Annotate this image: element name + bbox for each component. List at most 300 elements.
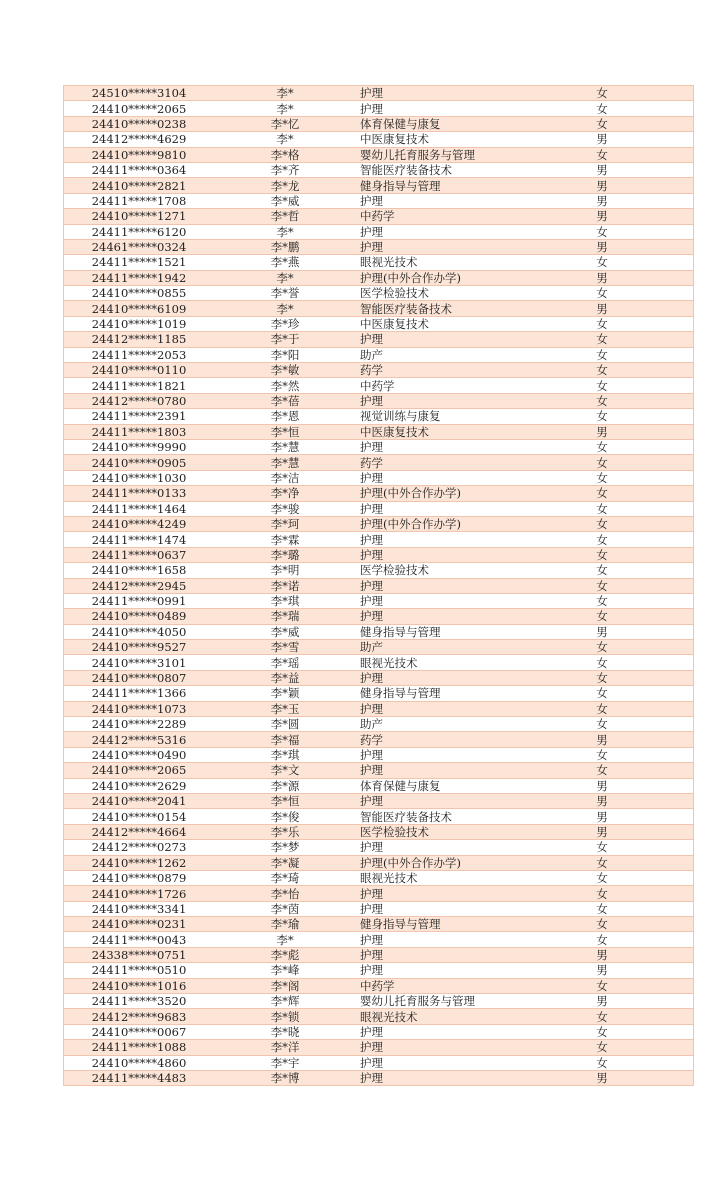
student-name-cell: 李*琦: [214, 870, 356, 885]
major-cell: 护理: [356, 224, 549, 239]
gender-cell: 女: [549, 286, 694, 301]
table-row: [64, 132, 694, 147]
major-cell: 护理: [356, 963, 549, 978]
major-cell: 中药学: [356, 209, 549, 224]
student-id-cell: 24410*****1016: [64, 978, 215, 993]
major-cell: 药学: [356, 455, 549, 470]
student-name-cell: 李*明: [214, 563, 356, 578]
table-row: [64, 917, 694, 932]
student-name-cell: 李*洋: [214, 1040, 356, 1055]
student-name-cell: 李*蓓: [214, 393, 356, 408]
student-name-cell: 李*梦: [214, 840, 356, 855]
gender-cell: 男: [549, 824, 694, 839]
major-cell: 护理: [356, 86, 549, 101]
major-cell: 护理: [356, 593, 549, 608]
table-row: [64, 886, 694, 901]
table-row: [64, 316, 694, 331]
student-name-cell: 李*锁: [214, 1009, 356, 1024]
student-name-cell: 李*: [214, 270, 356, 285]
gender-cell: 女: [549, 455, 694, 470]
gender-cell: 男: [549, 301, 694, 316]
student-name-cell: 李*凝: [214, 855, 356, 870]
table-row: [64, 686, 694, 701]
major-cell: 健身指导与管理: [356, 686, 549, 701]
student-name-cell: 李*雪: [214, 640, 356, 655]
student-name-cell: 李*: [214, 132, 356, 147]
gender-cell: 女: [549, 1009, 694, 1024]
major-cell: 护理: [356, 763, 549, 778]
gender-cell: 女: [549, 655, 694, 670]
student-name-cell: 李*琪: [214, 593, 356, 608]
gender-cell: 女: [549, 640, 694, 655]
major-cell: 护理: [356, 101, 549, 116]
student-name-cell: 李*晓: [214, 1024, 356, 1039]
student-name-cell: 李*瑶: [214, 655, 356, 670]
major-cell: 助产: [356, 717, 549, 732]
student-id-cell: 24410*****0489: [64, 609, 215, 624]
gender-cell: 女: [549, 363, 694, 378]
student-name-cell: 李*威: [214, 624, 356, 639]
student-id-cell: 24411*****0991: [64, 593, 215, 608]
gender-cell: 女: [549, 563, 694, 578]
student-id-cell: 24410*****2821: [64, 178, 215, 193]
gender-cell: 女: [549, 516, 694, 531]
table-row: [64, 486, 694, 501]
major-cell: 护理: [356, 1024, 549, 1039]
major-cell: 护理: [356, 901, 549, 916]
student-name-cell: 李*威: [214, 193, 356, 208]
student-id-cell: 24412*****5316: [64, 732, 215, 747]
student-id-cell: 24411*****1464: [64, 501, 215, 516]
table-row: [64, 578, 694, 593]
gender-cell: 女: [549, 547, 694, 562]
major-cell: 护理: [356, 1040, 549, 1055]
major-cell: 护理: [356, 193, 549, 208]
gender-cell: 女: [549, 609, 694, 624]
major-cell: 中医康复技术: [356, 424, 549, 439]
gender-cell: 女: [549, 855, 694, 870]
major-cell: 护理: [356, 793, 549, 808]
table-row: [64, 547, 694, 562]
student-name-cell: 李*: [214, 224, 356, 239]
student-id-cell: 24410*****1030: [64, 470, 215, 485]
table-row: [64, 439, 694, 454]
gender-cell: 男: [549, 809, 694, 824]
student-id-cell: 24410*****2065: [64, 763, 215, 778]
student-id-cell: 24410*****0231: [64, 917, 215, 932]
student-name-cell: 李*阁: [214, 978, 356, 993]
major-cell: 护理: [356, 239, 549, 254]
gender-cell: 男: [549, 994, 694, 1009]
student-name-cell: 李*峰: [214, 963, 356, 978]
table-row: [64, 778, 694, 793]
table-row: [64, 1071, 694, 1086]
student-id-cell: 24410*****1019: [64, 316, 215, 331]
table-row: [64, 901, 694, 916]
gender-cell: 女: [549, 593, 694, 608]
student-name-cell: 李*博: [214, 1071, 356, 1086]
major-cell: 护理: [356, 470, 549, 485]
major-cell: 健身指导与管理: [356, 917, 549, 932]
table-row: [64, 763, 694, 778]
student-name-cell: 李*颖: [214, 686, 356, 701]
student-id-cell: 24410*****9990: [64, 439, 215, 454]
table-row: [64, 732, 694, 747]
student-id-cell: 24510*****3104: [64, 86, 215, 101]
table-row: [64, 162, 694, 177]
table-row: [64, 1055, 694, 1070]
student-name-cell: 李*: [214, 86, 356, 101]
student-id-cell: 24410*****0905: [64, 455, 215, 470]
major-cell: 体育保健与康复: [356, 116, 549, 131]
major-cell: 婴幼儿托育服务与管理: [356, 147, 549, 162]
student-id-cell: 24410*****3341: [64, 901, 215, 916]
major-cell: 健身指导与管理: [356, 624, 549, 639]
major-cell: 护理: [356, 578, 549, 593]
student-id-cell: 24338*****0751: [64, 947, 215, 962]
student-id-cell: 24412*****4664: [64, 824, 215, 839]
gender-cell: 男: [549, 132, 694, 147]
gender-cell: 女: [549, 932, 694, 947]
major-cell: 护理: [356, 609, 549, 624]
gender-cell: 男: [549, 1071, 694, 1086]
major-cell: 护理: [356, 747, 549, 762]
student-id-cell: 24412*****2945: [64, 578, 215, 593]
gender-cell: 女: [549, 1040, 694, 1055]
student-id-cell: 24412*****9683: [64, 1009, 215, 1024]
table-row: [64, 393, 694, 408]
table-row: [64, 1009, 694, 1024]
student-id-cell: 24410*****0154: [64, 809, 215, 824]
student-name-cell: 李*珍: [214, 316, 356, 331]
student-id-cell: 24411*****1942: [64, 270, 215, 285]
gender-cell: 女: [549, 870, 694, 885]
student-name-cell: 李*格: [214, 147, 356, 162]
table-row: [64, 563, 694, 578]
student-id-cell: 24410*****2041: [64, 793, 215, 808]
table-row: [64, 870, 694, 885]
student-id-cell: 24411*****1474: [64, 532, 215, 547]
major-cell: 助产: [356, 347, 549, 362]
gender-cell: 女: [549, 532, 694, 547]
student-name-cell: 李*文: [214, 763, 356, 778]
major-cell: 智能医疗装备技术: [356, 809, 549, 824]
student-id-cell: 24411*****0133: [64, 486, 215, 501]
table-row: [64, 224, 694, 239]
student-id-cell: 24461*****0324: [64, 239, 215, 254]
student-name-cell: 李*净: [214, 486, 356, 501]
table-row: [64, 532, 694, 547]
major-cell: 健身指导与管理: [356, 178, 549, 193]
major-cell: 医学检验技术: [356, 563, 549, 578]
major-cell: 视觉训练与康复: [356, 409, 549, 424]
student-name-cell: 李*恩: [214, 409, 356, 424]
student-name-cell: 李*忆: [214, 116, 356, 131]
table-row: [64, 147, 694, 162]
table-row: [64, 932, 694, 947]
table-row: [64, 824, 694, 839]
table-row: [64, 609, 694, 624]
gender-cell: 女: [549, 86, 694, 101]
student-name-cell: 李*然: [214, 378, 356, 393]
major-cell: 护理: [356, 840, 549, 855]
student-id-cell: 24411*****1521: [64, 255, 215, 270]
major-cell: 中药学: [356, 378, 549, 393]
gender-cell: 男: [549, 624, 694, 639]
student-id-cell: 24410*****0855: [64, 286, 215, 301]
gender-cell: 女: [549, 316, 694, 331]
major-cell: 眼视光技术: [356, 655, 549, 670]
gender-cell: 女: [549, 763, 694, 778]
major-cell: 眼视光技术: [356, 255, 549, 270]
gender-cell: 女: [549, 347, 694, 362]
gender-cell: 男: [549, 732, 694, 747]
student-name-cell: 李*茵: [214, 901, 356, 916]
student-name-cell: 李*恒: [214, 793, 356, 808]
student-id-cell: 24410*****1262: [64, 855, 215, 870]
roster-body: [64, 86, 694, 1086]
table-row: [64, 963, 694, 978]
gender-cell: 女: [549, 255, 694, 270]
student-name-cell: 李*慧: [214, 439, 356, 454]
student-id-cell: 24410*****4860: [64, 1055, 215, 1070]
major-cell: 医学检验技术: [356, 286, 549, 301]
table-row: [64, 332, 694, 347]
student-id-cell: 24410*****0067: [64, 1024, 215, 1039]
table-row: [64, 178, 694, 193]
table-row: [64, 655, 694, 670]
major-cell: 中医康复技术: [356, 316, 549, 331]
table-row: [64, 855, 694, 870]
major-cell: 药学: [356, 363, 549, 378]
table-row: [64, 270, 694, 285]
gender-cell: 女: [549, 378, 694, 393]
student-id-cell: 24411*****1821: [64, 378, 215, 393]
major-cell: 护理: [356, 1071, 549, 1086]
major-cell: 护理: [356, 393, 549, 408]
gender-cell: 女: [549, 486, 694, 501]
table-row: [64, 640, 694, 655]
gender-cell: 女: [549, 917, 694, 932]
gender-cell: 女: [549, 439, 694, 454]
major-cell: 护理: [356, 947, 549, 962]
major-cell: 智能医疗装备技术: [356, 162, 549, 177]
gender-cell: 男: [549, 947, 694, 962]
table-row: [64, 1040, 694, 1055]
student-id-cell: 24412*****0273: [64, 840, 215, 855]
student-name-cell: 李*恒: [214, 424, 356, 439]
student-name-cell: 李*: [214, 932, 356, 947]
major-cell: 护理: [356, 1055, 549, 1070]
student-name-cell: 李*哲: [214, 209, 356, 224]
student-name-cell: 李*誉: [214, 286, 356, 301]
table-row: [64, 994, 694, 1009]
student-name-cell: 李*珂: [214, 516, 356, 531]
gender-cell: 女: [549, 701, 694, 716]
student-id-cell: 24411*****1803: [64, 424, 215, 439]
table-row: [64, 516, 694, 531]
table-row: [64, 455, 694, 470]
major-cell: 护理(中外合作办学): [356, 270, 549, 285]
major-cell: 护理: [356, 332, 549, 347]
student-id-cell: 24411*****6120: [64, 224, 215, 239]
major-cell: 护理(中外合作办学): [356, 516, 549, 531]
table-row: [64, 347, 694, 362]
student-id-cell: 24410*****6109: [64, 301, 215, 316]
student-name-cell: 李*霖: [214, 532, 356, 547]
major-cell: 护理: [356, 547, 549, 562]
table-row: [64, 239, 694, 254]
student-id-cell: 24411*****4483: [64, 1071, 215, 1086]
student-name-cell: 李*宇: [214, 1055, 356, 1070]
major-cell: 体育保健与康复: [356, 778, 549, 793]
gender-cell: 女: [549, 501, 694, 516]
student-name-cell: 李*俊: [214, 809, 356, 824]
table-row: [64, 301, 694, 316]
student-name-cell: 李*诺: [214, 578, 356, 593]
table-row: [64, 424, 694, 439]
student-name-cell: 李*益: [214, 670, 356, 685]
student-id-cell: 24411*****1366: [64, 686, 215, 701]
major-cell: 中药学: [356, 978, 549, 993]
table-row: [64, 670, 694, 685]
table-row: [64, 101, 694, 116]
table-row: [64, 793, 694, 808]
student-name-cell: 李*琪: [214, 747, 356, 762]
table-row: [64, 286, 694, 301]
table-row: [64, 840, 694, 855]
major-cell: 护理(中外合作办学): [356, 486, 549, 501]
table-row: [64, 470, 694, 485]
student-id-cell: 24410*****1073: [64, 701, 215, 716]
student-id-cell: 24410*****1726: [64, 886, 215, 901]
table-row: [64, 717, 694, 732]
table-row: [64, 209, 694, 224]
major-cell: 助产: [356, 640, 549, 655]
student-name-cell: 李*圆: [214, 717, 356, 732]
major-cell: 护理(中外合作办学): [356, 855, 549, 870]
table-row: [64, 86, 694, 101]
gender-cell: 男: [549, 239, 694, 254]
table-row: [64, 409, 694, 424]
gender-cell: 男: [549, 209, 694, 224]
gender-cell: 女: [549, 1024, 694, 1039]
gender-cell: 女: [549, 747, 694, 762]
student-id-cell: 24411*****2391: [64, 409, 215, 424]
major-cell: 护理: [356, 532, 549, 547]
student-id-cell: 24411*****2053: [64, 347, 215, 362]
gender-cell: 男: [549, 793, 694, 808]
student-id-cell: 24411*****0043: [64, 932, 215, 947]
student-id-cell: 24412*****0780: [64, 393, 215, 408]
student-name-cell: 李*鹏: [214, 239, 356, 254]
major-cell: 护理: [356, 670, 549, 685]
gender-cell: 女: [549, 116, 694, 131]
table-row: [64, 116, 694, 131]
gender-cell: 女: [549, 101, 694, 116]
gender-cell: 女: [549, 332, 694, 347]
table-row: [64, 809, 694, 824]
student-id-cell: 24410*****0879: [64, 870, 215, 885]
student-id-cell: 24410*****1658: [64, 563, 215, 578]
student-id-cell: 24411*****0510: [64, 963, 215, 978]
student-id-cell: 24410*****0807: [64, 670, 215, 685]
student-name-cell: 李*瑞: [214, 609, 356, 624]
student-id-cell: 24410*****1271: [64, 209, 215, 224]
major-cell: 医学检验技术: [356, 824, 549, 839]
major-cell: 眼视光技术: [356, 870, 549, 885]
student-roster-table: [63, 85, 694, 1086]
student-id-cell: 24411*****1088: [64, 1040, 215, 1055]
table-row: [64, 947, 694, 962]
table-row: [64, 501, 694, 516]
gender-cell: 女: [549, 886, 694, 901]
gender-cell: 女: [549, 1055, 694, 1070]
table-row: [64, 255, 694, 270]
student-name-cell: 李*: [214, 101, 356, 116]
table-row: [64, 593, 694, 608]
student-id-cell: 24411*****0637: [64, 547, 215, 562]
student-id-cell: 24410*****2065: [64, 101, 215, 116]
gender-cell: 女: [549, 717, 694, 732]
student-name-cell: 李*洁: [214, 470, 356, 485]
student-name-cell: 李*阳: [214, 347, 356, 362]
student-name-cell: 李*燕: [214, 255, 356, 270]
student-id-cell: 24410*****0238: [64, 116, 215, 131]
student-id-cell: 24410*****2629: [64, 778, 215, 793]
major-cell: 护理: [356, 501, 549, 516]
gender-cell: 女: [549, 393, 694, 408]
student-name-cell: 李*福: [214, 732, 356, 747]
gender-cell: 男: [549, 424, 694, 439]
student-name-cell: 李*于: [214, 332, 356, 347]
student-name-cell: 李*齐: [214, 162, 356, 177]
student-id-cell: 24411*****1708: [64, 193, 215, 208]
table-row: [64, 378, 694, 393]
major-cell: 护理: [356, 886, 549, 901]
student-name-cell: 李*瑜: [214, 917, 356, 932]
gender-cell: 男: [549, 778, 694, 793]
gender-cell: 女: [549, 670, 694, 685]
student-name-cell: 李*敏: [214, 363, 356, 378]
table-row: [64, 624, 694, 639]
major-cell: 护理: [356, 932, 549, 947]
student-id-cell: 24410*****9527: [64, 640, 215, 655]
gender-cell: 女: [549, 409, 694, 424]
major-cell: 药学: [356, 732, 549, 747]
major-cell: 智能医疗装备技术: [356, 301, 549, 316]
student-id-cell: 24410*****0490: [64, 747, 215, 762]
student-id-cell: 24410*****4249: [64, 516, 215, 531]
table-row: [64, 701, 694, 716]
gender-cell: 女: [549, 901, 694, 916]
student-id-cell: 24410*****0110: [64, 363, 215, 378]
gender-cell: 男: [549, 963, 694, 978]
student-id-cell: 24412*****1185: [64, 332, 215, 347]
student-id-cell: 24412*****4629: [64, 132, 215, 147]
student-name-cell: 李*骏: [214, 501, 356, 516]
student-name-cell: 李*慧: [214, 455, 356, 470]
student-id-cell: 24410*****9810: [64, 147, 215, 162]
student-id-cell: 24411*****3520: [64, 994, 215, 1009]
gender-cell: 女: [549, 224, 694, 239]
table-row: [64, 747, 694, 762]
student-id-cell: 24410*****3101: [64, 655, 215, 670]
student-name-cell: 李*龙: [214, 178, 356, 193]
student-name-cell: 李*乐: [214, 824, 356, 839]
student-id-cell: 24410*****2289: [64, 717, 215, 732]
gender-cell: 男: [549, 162, 694, 177]
